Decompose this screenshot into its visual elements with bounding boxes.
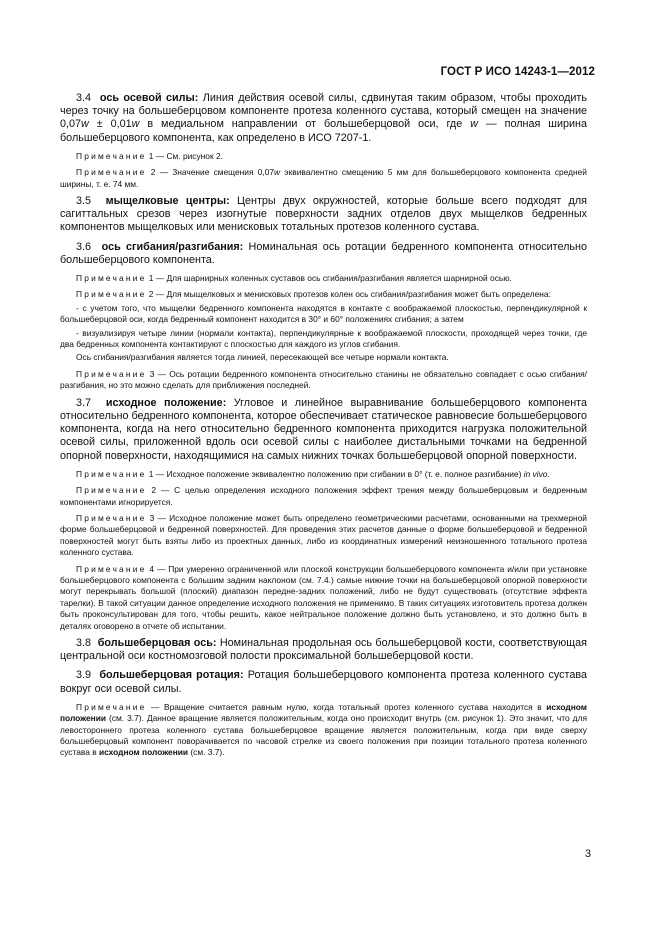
clause-term: большеберцовая ротация: — [99, 669, 244, 682]
note-label: Примечание — [76, 512, 147, 523]
note-bullet: - визуализируя четыре линии (нормали контакта), перпендикулярные к воображаемой плоскости, проходящей через точки, где два бедренных компонента контактируют с плоскостью для каждого из углов сгибания. — [60, 327, 587, 350]
note-3-4-1 — [60, 151, 587, 162]
note-text: эквивалентно смещению 5 мм для большеберцового компонента средней ширины, т. е. 74 мм. — [60, 167, 587, 189]
var-w: w — [274, 167, 281, 178]
note-3-7-3 — [60, 513, 587, 559]
note-3-4-2 — [60, 167, 587, 190]
note-label: Примечание — [76, 701, 147, 712]
page-content — [60, 92, 587, 764]
clause-number: 3.9 — [76, 669, 92, 682]
note-3-6-1 — [60, 273, 587, 284]
clause-number: 3.8 — [76, 637, 92, 649]
clause-3-4 — [60, 92, 587, 145]
clause-term: мыщелковые центры: — [105, 195, 230, 208]
note-text: 2 — Значение смещения 0,07 — [146, 167, 275, 178]
note-label: Примечание — [76, 273, 147, 284]
clause-text: Номинальная продольная ось большеберцовой кости, соответствующая центральной оси костномозговой полости проксимальной большеберцовой кости. — [60, 637, 587, 663]
document-code: ГОСТ Р ИСО 14243-1—2012 — [440, 66, 595, 78]
note-text: 2 — С целью определения исходного положения эффект трения между большеберцовым и бедренным компонентами игнорируется. — [60, 485, 587, 507]
note-text: 1 — Для шарнирных коленных суставов ось сгибания/разгибания является шарнирной осью. — [146, 273, 512, 284]
clause-number: 3.5 — [76, 195, 92, 208]
note-bold: исходном положении — [98, 747, 189, 758]
clause-text: Номинальная ось ротации бедренного компонента относительно большеберцового компонента. — [60, 240, 588, 266]
clause-text: Ротация большеберцового компонента протеза коленного сустава вокруг оси осевой силы. — [60, 669, 587, 695]
note-label: Примечание — [76, 468, 147, 479]
clause-term: большеберцовая ось: — [97, 637, 217, 649]
note-label: Примечание — [76, 289, 147, 300]
clause-text: Угловое и линейное выравнивание большеберцового компонента относительно бедренного компонента, которое обеспечивает статическое равновесие большеберцового компонента, когда на него относительно бедренного компонента приходится нагрузка положительной осевой силы, приложенной вдоль оси осевой силы с наиболее дистальными точками на бедренной опорной поверхности, находящимися на самых нижних точках большеберцовой опорной поверхности. — [60, 396, 587, 462]
note-3-7-4 — [60, 564, 587, 632]
note-3-6-3 — [60, 369, 587, 392]
note-3-9 — [60, 702, 587, 759]
clause-number: 3.6 — [76, 240, 92, 253]
note-label: Примечание — [76, 150, 147, 161]
clause-3-9 — [60, 669, 587, 695]
clause-term: ось осевой силы: — [99, 92, 199, 104]
note-text: (см. 3.7). — [188, 747, 225, 758]
note-italic: in vivo — [523, 468, 548, 479]
note-label: Примечание — [76, 563, 147, 574]
note-conclusion: Ось сгибания/разгибания является тогда линией, пересекающей все четыре нормали контакта. — [76, 352, 449, 363]
note-label: Примечание — [76, 485, 147, 496]
note-label: Примечание — [76, 167, 147, 178]
note-text: 3 — Ось ротации бедренного компонента относительно станины не обязательно совпадает с осью сгибания/разгибания, но это можно сделать для приближения последней. — [60, 368, 587, 391]
clause-term: исходное положение: — [105, 396, 227, 409]
note-text: 1 — Исходное положение эквивалентно положению при сгибании в 0° (т. е. полное разгибание) — [146, 468, 524, 479]
note-text: . — [547, 468, 550, 479]
note-3-6-2 — [60, 289, 587, 300]
page-number: 3 — [584, 848, 591, 860]
clause-text: ± 0,01 — [88, 118, 132, 131]
clause-text: Центры двух окружностей, которые больше всего подходят для сагиттальных срезов через изогнутые поверхности задних отделов двух мыщелков бедренных компонентов мыщелковых или мениcковых тотальных протезов коленного сустава. — [60, 195, 588, 234]
note-text: 1 — См. рисунок 2. — [146, 150, 223, 161]
note-text: 3 — Исходное положение может быть определено геометрическими расчетами, основанными на трехмерной форме большеберцовой и бедренной поверхностей. Для проведения этих расчетов данные о форме большеберцовой и бедренной поверхностей могут быть взяты либо из проектных данных, либо из координатных измерений неизношенного тотального протеза коленного сустава. — [60, 512, 587, 558]
clause-text: в медиальном направлении от большеберцовой оси, где — [139, 118, 471, 131]
clause-3-6 — [60, 241, 587, 267]
note-bullet: - с учетом того, что мыщелки бедренного компонента находятся в контакте с воображаемой плоскостью, перпендикулярной к большеберцовой оси, когда бедренный компонент находится в 30° и 60° положениях сгибания; а затем — [60, 302, 587, 325]
note-3-7-1 — [60, 469, 587, 480]
clause-number: 3.4 — [76, 92, 92, 104]
clause-number: 3.7 — [76, 396, 92, 409]
note-text: — Вращение считается равным нулю, когда тотальный протез коленного сустава находится в — [146, 701, 547, 712]
var-w: w — [470, 118, 478, 131]
clause-text: — полная ширина большеберцового компонента, как определено в ИСО 7207-1. — [60, 118, 587, 144]
note-text: 2 — Для мыщелковых и менисковых протезов колен ось сгибания/разгибания может быть определена: — [146, 289, 551, 300]
note-label: Примечание — [76, 368, 147, 379]
clause-3-8 — [60, 637, 587, 663]
note-3-7-2 — [60, 485, 587, 508]
clause-3-7 — [60, 397, 587, 463]
var-w: w — [81, 118, 89, 131]
clause-3-5 — [60, 195, 587, 235]
clause-term: ось сгибания/разгибания: — [101, 240, 244, 253]
note-bold: исходном положении — [60, 701, 587, 724]
note-text: 4 — При умеренно ограниченной или плоской конструкции большеберцового компонента и/или при установке большеберцового компонента с большим задним наклоном (см. 7.4.) самые нижние точки на большеберцовой опорной поверхности могут перекрывать большой (плоский) диапазон передне-задних положений, либо не будут существовать (отсутствие эффекта тарелки). В такой ситуации данное определение исходного положения не применимо. В таких ситуациях изготовитель протеза должен быть проконсультирован для того, чтобы решить, какое нейтральное положение должно быть установлено, и это должно быть в деталях оговорено в отчете об испытании. — [60, 563, 587, 631]
clause-text: Линия действия осевой силы, сдвинутая таким образом, чтобы проходить через точку на большеберцовом компоненте протеза коленного сустава, который смещен на значение 0,07 — [60, 92, 588, 131]
var-w: w — [131, 118, 140, 131]
note-text: (см. 3.7). Данное вращение является положительным, когда оно происходит внутрь (см. рисунок 1). Это значит, что для левостороннего протеза коленного сустава большеберцовое вращение является положительным, когда при виде сверху большеберцовый компонент поворачивается по часовой стрелке из своего положения при позиции тотального протеза коленного сустава в — [60, 713, 587, 758]
